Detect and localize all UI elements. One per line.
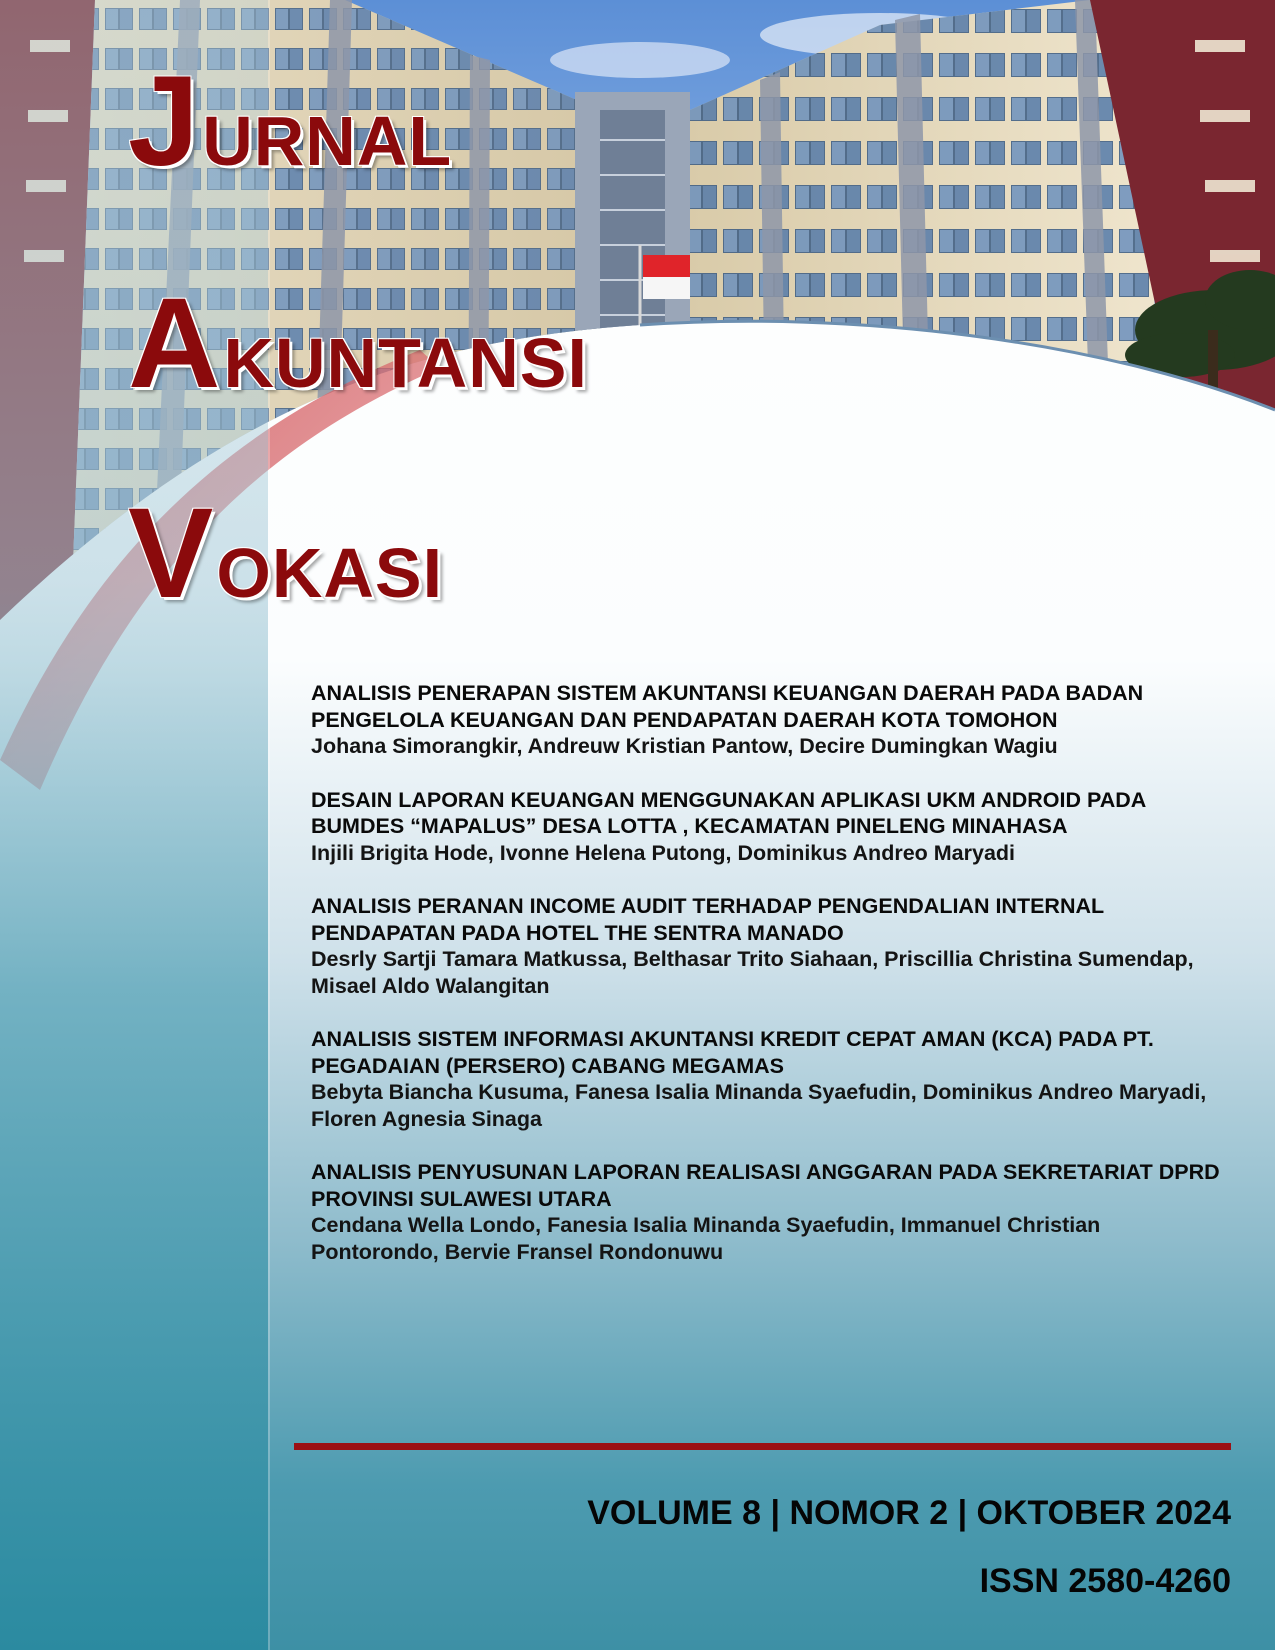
masthead-line-vokasi <box>128 482 444 625</box>
article-title: ANALISIS SISTEM INFORMASI AKUNTANSI KREDIT CEPAT AMAN (KCA) PADA PT. PEGADAIAN (PERSERO) CABANG MEGAMAS <box>311 1027 1154 1078</box>
article-title: ANALISIS PERANAN INCOME AUDIT TERHADAP PENGENDALIAN INTERNAL PENDAPATAN PADA HOTEL THE SENTRA MANADO <box>311 894 1104 945</box>
article-authors: Johana Simorangkir, Andreuw Kristian Pantow, Decire Dumingkan Wagiu <box>311 734 1058 758</box>
masthead-rest: KUNTANSI <box>223 324 588 402</box>
article-authors: Cendana Wella Londo, Fanesia Isalia Minanda Syaefudin, Immanuel Christian Pontorondo, Bervie Fransel Rondonuwu <box>311 1213 1101 1264</box>
article-entry <box>311 1159 1231 1265</box>
masthead-line-akuntansi <box>128 272 588 415</box>
article-entry <box>311 680 1231 760</box>
volume-issue-date: VOLUME 8 | NOMOR 2 | OKTOBER 2024 <box>587 1494 1231 1532</box>
article-authors: Bebyta Biancha Kusuma, Fanesa Isalia Minanda Syaefudin, Dominikus Andreo Maryadi, Floren Agnesia Sinaga <box>311 1080 1207 1131</box>
article-entry <box>311 893 1231 999</box>
masthead-initial: A <box>128 272 222 415</box>
article-entry <box>311 787 1231 867</box>
article-title: ANALISIS PENERAPAN SISTEM AKUNTANSI KEUANGAN DAERAH PADA BADAN PENGELOLA KEUANGAN DAN PENDAPATAN DAERAH KOTA TOMOHON <box>311 681 1144 732</box>
masthead-rest: OKASI <box>216 534 444 612</box>
left-color-band <box>0 0 268 1650</box>
masthead-initial: V <box>128 482 215 625</box>
article-title: ANALISIS PENYUSUNAN LAPORAN REALISASI ANGGARAN PADA SEKRETARIAT DPRD PROVINSI SULAWESI UTARA <box>311 1160 1220 1211</box>
masthead-line-jurnal <box>128 50 453 193</box>
article-authors: Desrly Sartji Tamara Matkussa, Belthasar Trito Siahaan, Priscillia Christina Sumendap, Misael Aldo Walangitan <box>311 947 1194 998</box>
red-divider-rule <box>294 1443 1231 1450</box>
article-entry <box>311 1026 1231 1132</box>
article-list <box>311 680 1231 1292</box>
article-title: DESAIN LAPORAN KEUANGAN MENGGUNAKAN APLIKASI UKM ANDROID PADA BUMDES “MAPALUS” DESA LOTTA , KECAMATAN PINELENG MINAHASA <box>311 787 1146 838</box>
masthead-initial: J <box>128 50 201 193</box>
masthead-rest: URNAL <box>202 102 453 180</box>
article-authors: Injili Brigita Hode, Ivonne Helena Putong, Dominikus Andreo Maryadi <box>311 840 1016 865</box>
issn-number: ISSN 2580-4260 <box>979 1562 1231 1600</box>
